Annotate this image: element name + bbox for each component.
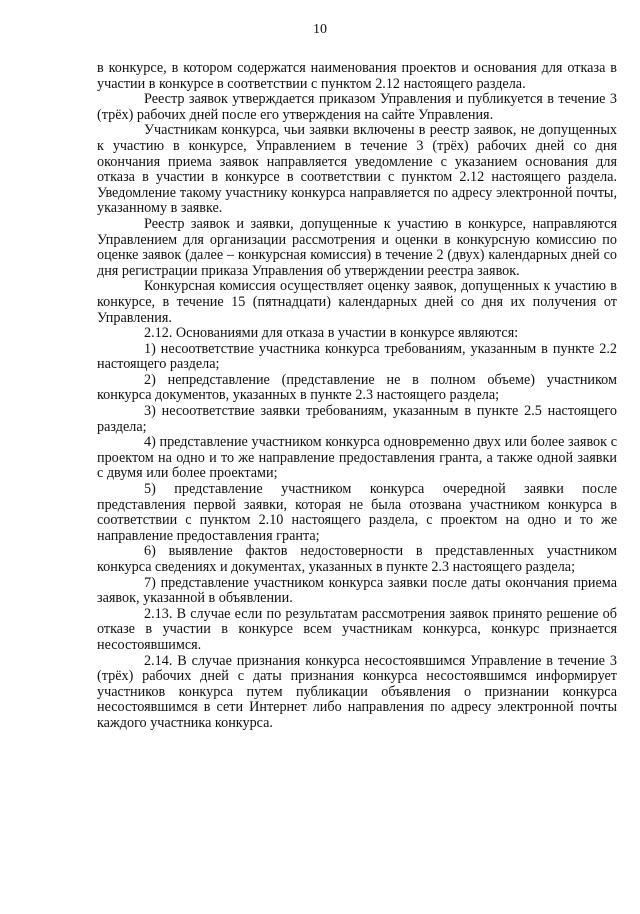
list-item: 4) представление участником конкурса одновременно двух или более заявок с проектом на одно и то же направление предоставления гранта, а также одной заявки с двумя или более проектами; [97, 434, 617, 482]
list-item: 3) несоответствие заявки требованиям, указанным в пункте 2.5 настоящего раздела; [97, 403, 617, 435]
list-item: 1) несоответствие участника конкурса требованиям, указанным в пункте 2.2 настоящего раздела; [97, 340, 617, 373]
page-number: 10 [313, 22, 327, 37]
paragraph: в конкурсе, в котором содержатся наименования проектов и основания для отказа в участии в конкурсе в соответствии с пунктом 2.12 настоящего раздела. [97, 60, 617, 92]
paragraph: 2.12. Основаниями для отказа в участии в конкурсе являются: [144, 325, 519, 342]
document-body [97, 61, 617, 732]
list-item: 2) непредставление (представление не в полном объеме) участником конкурса документов, указанных в пункте 2.3 настоящего раздела; [97, 371, 617, 404]
list-item: 5) представление участником конкурса очередной заявки после представления первой заявки, которая не была отозвана участником конкурса в соответствии с пунктом 2.10 настоящего раздела, с проектом на одно и то же направление предоставления гранта; [97, 481, 617, 544]
paragraph: Реестр заявок утверждается приказом Управления и публикуется в течение 3 (трёх) рабочих дней после его утверждения на сайте Управления. [97, 91, 617, 123]
paragraph: 2.13. В случае если по результатам рассмотрения заявок принято решение об отказе в участии в конкурсе всем участникам конкурса, конкурс признается несостоявшимся. [97, 605, 617, 653]
list-item: 6) выявление фактов недостоверности в представленных участником конкурса сведениях и документах, указанных в пункте 2.3 настоящего раздела; [97, 543, 617, 575]
paragraph: Участникам конкурса, чьи заявки включены в реестр заявок, не допущенных к участию в конкурсе, Управлением в течение 3 (трёх) рабочих дней со дня окончания приема заявок направляется уведомление с указанием основания для отказа в участии в конкурсе в соответствии с пунктом 2.12 настоящего раздела. Уведомление такому участнику конкурса направляется по адресу электронной почты, указанному в заявке. [97, 122, 617, 217]
paragraph: Реестр заявок и заявки, допущенные к участию в конкурсе, направляются Управлением для организации рассмотрения и оценки в конкурсную комиссию по оценке заявок (далее – конкурсная комиссия) в течение 2 (двух) календарных дней со дня регистрации приказа Управления об утверждении реестра заявок. [97, 215, 617, 279]
list-item: 7) представление участником конкурса заявки после даты окончания приема заявок, указанной в объявлении. [97, 574, 617, 607]
paragraph: Конкурсная комиссия осуществляет оценку заявок, допущенных к участию в конкурсе, в течение 15 (пятнадцати) календарных дней со дня их получения от Управления. [97, 278, 617, 326]
paragraph: 2.14. В случае признания конкурса несостоявшимся Управление в течение 3 (трёх) рабочих дней с даты признания конкурса несостоявшимся информирует участников конкурса путем публикации объявления о признании конкурса несостоявшимся в сети Интернет либо направления по адресу электронной почты каждого участника конкурса. [97, 652, 617, 731]
